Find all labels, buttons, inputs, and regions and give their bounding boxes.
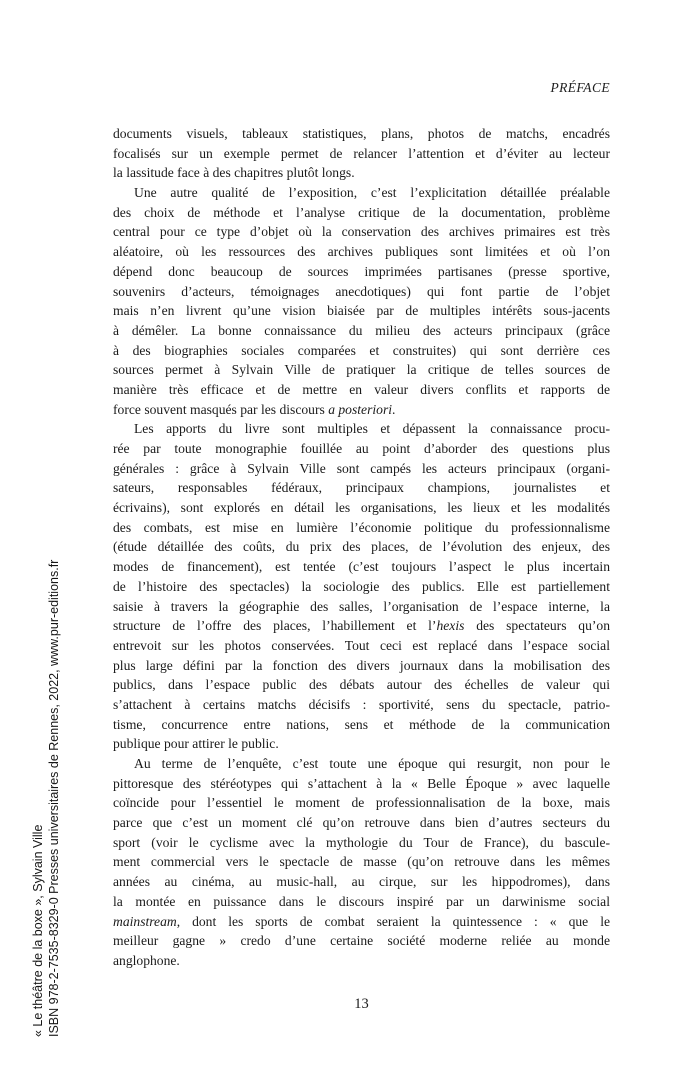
text-line: modes de financement), est tentée (c’est toujours l’aspect le plus incertain	[113, 559, 610, 575]
text-line: sources permet à Sylvain Ville de pratiquer la critique de telles sources de	[113, 362, 610, 378]
text-block	[113, 124, 610, 971]
text-line: documents visuels, tableaux statistiques, plans, photos de matchs, encadrés	[113, 126, 610, 141]
text-line: des choix de méthode et l’analyse critique de la documentation, problème	[113, 204, 610, 220]
text-line: (étude détaillée des coûts, du prix des places, de l’évolution des enjeux, des	[113, 539, 610, 555]
text-line: anglophone.	[113, 952, 180, 968]
text-line: années au cinéma, au music-hall, au cirque, sur les hippodromes), dans	[113, 874, 610, 890]
text-line: souvenirs d’acteurs, témoignages anecdotiques) qui font partie de l’objet	[113, 283, 610, 299]
text-line: publics, dans l’espace public des débats autour des échelles de valeur qui	[113, 677, 610, 693]
text-line: aléatoire, où les ressources des archives publiques sont limitées et où l’on	[113, 244, 610, 260]
text-line: tisme, concurrence entre nations, sens et méthode de la communication	[113, 716, 610, 732]
spine-credit	[30, 477, 62, 1037]
text-line: force souvent masqués par les discours a posteriori.	[113, 401, 396, 417]
text-line: meilleur gagne » credo d’une certaine société moderne reliée au monde	[113, 933, 610, 949]
text-line: la montée en puissance dans le discours inspiré par un darwinisme social	[113, 893, 610, 909]
text-line: pittoresque des stéréotypes qui s’attachent à la « Belle Époque » avec laquelle	[113, 775, 610, 791]
text-line: saisie à travers la géographie des salles, l’organisation de l’espace interne, la	[113, 598, 610, 614]
text-line: rée par toute monographie fouillée au point d’aborder des questions plus	[113, 441, 610, 456]
text-line: de l’histoire des spectacles) la sociologie des publics. Elle est partiellement	[113, 578, 610, 594]
text-line: écrivains), sont explorés en détail les organisations, les lieux et les modalités	[113, 500, 610, 516]
spine-title-line: « Le théâtre de la boxe », Sylvain Ville	[31, 824, 45, 1037]
text-line: coïncide pour l’essentiel le moment de professionnalisation de la boxe, mais	[113, 795, 610, 811]
text-line: focalisés sur un exemple permet de relancer l’attention et d’éviter au lecteur	[113, 145, 610, 161]
text-line: Les apports du livre sont multiples et dépassent la connaissance procu-	[134, 421, 610, 437]
text-line: manière très efficace et de mettre en valeur divers conflits et rapports de	[113, 381, 610, 397]
text-line: Au terme de l’enquête, c’est toute une époque qui resurgit, non pour le	[134, 756, 610, 771]
text-line: parce que c’est un moment clé qu’on retrouve dans bien d’autres secteurs du	[113, 815, 610, 831]
text-line: entrevoit sur les photos conservées. Tout ceci est replacé dans l’espace social	[113, 637, 610, 653]
text-line: plus large défini par la fonction des divers journaux dans la mobilisation des	[113, 657, 610, 673]
text-line: Une autre qualité de l’exposition, c’est l’explicitation détaillée préalable	[134, 185, 610, 201]
text-line: s’attachent à certains matchs décisifs : sportivité, sens du spectacle, patrio-	[113, 696, 610, 712]
text-line: sateurs, responsables fédéraux, principaux champions, journalistes et	[113, 480, 610, 496]
text-line: à démêler. La bonne connaissance du milieu des acteurs principaux (grâce	[113, 322, 610, 338]
text-line: sport (voir le cyclisme avec la mythologie du Tour de France), du bascule-	[113, 834, 610, 850]
text-line: la lassitude face à des chapitres plutôt longs.	[113, 165, 355, 181]
running-header: PRÉFACE	[550, 80, 610, 95]
spine-isbn-line: ISBN 978-2-7535-8329-0 Presses universitaires de Rennes, 2022, www.pur-editions.fr	[47, 559, 61, 1037]
text-line: à des biographies sociales comparées et construites) qui sont derrière ces	[113, 342, 610, 358]
page-number: 13	[354, 996, 369, 1012]
text-line: des combats, est mise en lumière l’économie politique du professionnalisme	[113, 519, 610, 535]
text-line: générales : grâce à Sylvain Ville sont campés les acteurs principaux (organi-	[113, 460, 610, 476]
text-line: ment commercial vers le spectacle de masse (qu’on retrouve dans les mêmes	[113, 854, 610, 870]
text-line: central pour ce type d’objet où la conservation des archives primaires est très	[113, 224, 610, 240]
text-line: mainstream, dont les sports de combat seraient la quintessence : « que le	[113, 913, 610, 929]
text-line: mais n’en livrent qu’une vision biaisée par de multiples intérêts sous-jacents	[113, 303, 610, 319]
text-line: publique pour attirer le public.	[113, 736, 279, 752]
text-line: dépend donc beaucoup de sources imprimées partisanes (presse sportive,	[113, 263, 610, 279]
text-line: structure de l’offre des places, l’habillement et l’hexis des spectateurs qu’on	[113, 618, 610, 634]
